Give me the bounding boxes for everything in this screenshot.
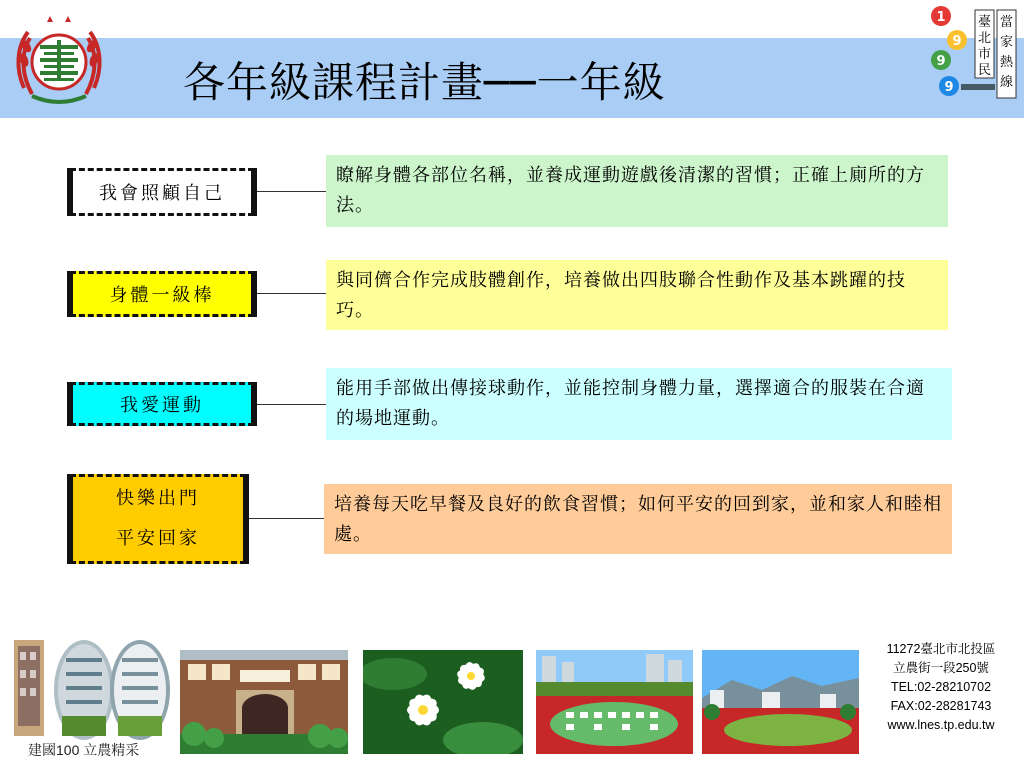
topic-description-safe-home: 培養每天吃早餐及良好的飲食習慣；如何平安的回到家，並和家人和睦相處。 [324, 484, 952, 554]
footer-caption: 建國100 立農精采 [28, 742, 140, 758]
topic-label-safe-home [70, 474, 246, 564]
hotline-digit: 9 [936, 54, 946, 69]
photo-flowers [363, 650, 523, 754]
hotline-logo [925, 4, 1020, 104]
topic-description-body-best: 與同儕合作完成肢體創作，培養做出四肢聯合性動作及基本跳躍的技巧。 [326, 260, 948, 330]
contact-info [866, 640, 1016, 735]
hotline-char: 線 [999, 75, 1014, 90]
hotline-char: 民 [977, 63, 992, 78]
connector-line [257, 404, 326, 405]
photo-100-anniversary [14, 636, 170, 740]
topic-label-line: 快樂出門 [116, 488, 200, 509]
hotline-digit: 9 [952, 34, 962, 49]
connector-line [257, 293, 326, 294]
hotline-char: 家 [999, 35, 1014, 50]
topic-label-self-care: 我會照顧自己 [70, 168, 254, 216]
school-logo [10, 10, 108, 110]
hotline-digit: 1 [936, 10, 946, 25]
photo-campus-track [702, 650, 859, 754]
hotline-char: 市 [977, 47, 992, 62]
contact-fax: FAX:02-28281743 [890, 699, 992, 713]
contact-tel: TEL:02-28210702 [890, 680, 992, 694]
page-title: 各年級課程計畫──一年級 [183, 58, 666, 107]
hotline-char: 北 [977, 31, 992, 46]
contact-website-link[interactable]: www.lnes.tp.edu.tw [887, 718, 995, 732]
photo-sports-field [536, 650, 693, 754]
hotline-char: 當 [999, 15, 1014, 30]
topic-label-line: 平安回家 [116, 528, 200, 549]
hotline-digit: 9 [944, 80, 954, 95]
topic-label-love-sports: 我愛運動 [70, 382, 254, 426]
hotline-char: 臺 [977, 15, 992, 30]
contact-address-line2: 立農街一段250號 [893, 661, 989, 675]
connector-line [257, 191, 326, 192]
connector-line [249, 518, 324, 519]
photo-school-gate [180, 650, 348, 754]
topic-label-body-best: 身體一級棒 [70, 271, 254, 317]
hotline-char: 熱 [999, 55, 1014, 70]
contact-address-line1: 11272臺北市北投區 [886, 642, 996, 656]
topic-description-love-sports: 能用手部做出傳接球動作，並能控制身體力量，選擇適合的服裝在合適的場地運動。 [326, 368, 952, 440]
topic-description-self-care: 瞭解身體各部位名稱，並養成運動遊戲後清潔的習慣；正確上廁所的方法。 [326, 155, 948, 227]
